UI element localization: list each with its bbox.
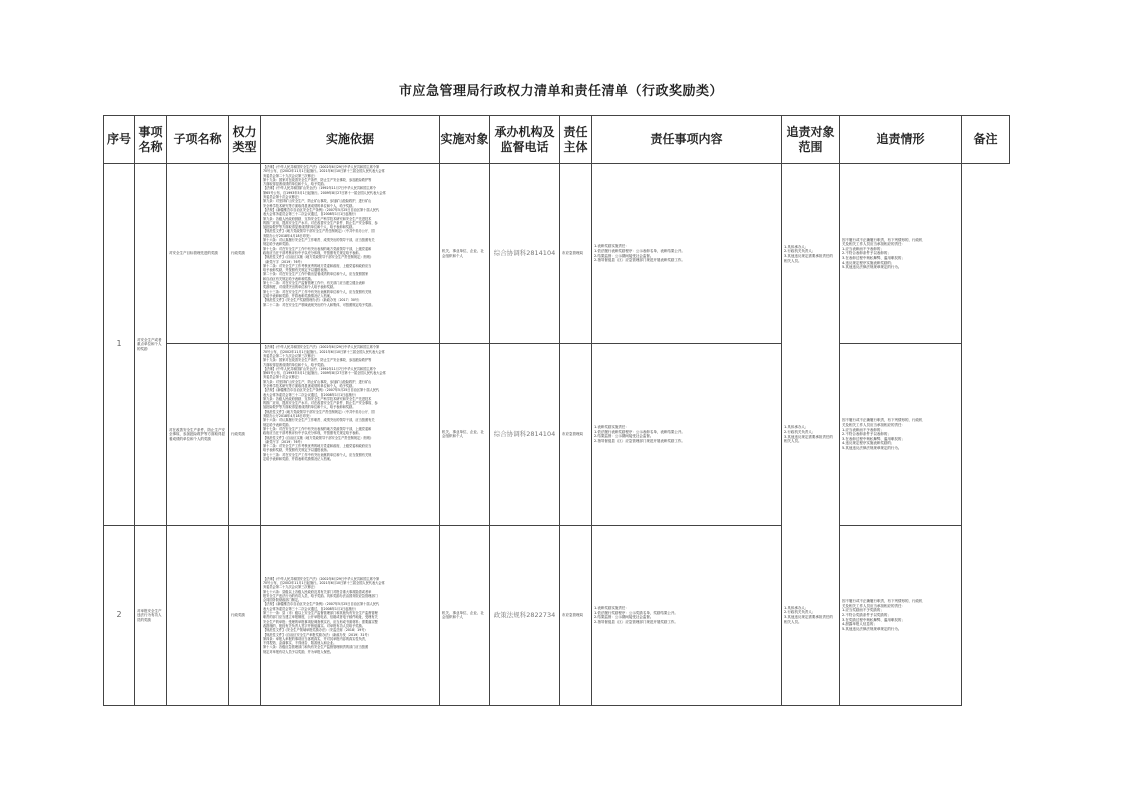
text-line: 第十六条：对认真履行安全生产工作职责、成绩突出的领导干部，应当按照有关 <box>263 418 375 423</box>
text-line: 【规范性文件】《安全生产奖励管理办法》（新政办发〔2017〕30号） <box>263 298 362 303</box>
text-line: 【规范性文件】《地方党政领导干部安全生产责任制规定》（中共中央办公厅、国 <box>263 409 375 414</box>
text-line: 第十七条：对在安全生产工作中有突出表现的地方党政领导干部，上级党委和 <box>263 246 372 251</box>
power-list-table <box>103 115 1010 706</box>
text-line: 规定给予表彰奖励。 <box>263 242 292 247</box>
scope-text-1 <box>784 245 833 263</box>
header-row <box>104 116 1010 164</box>
text-line: 2.不符合表彰条件予以表彰的； <box>842 251 891 256</box>
text-line: 【规范性文件】《地方党政领导干部安全生产责任制规定》（中共中央办公厅、国 <box>263 229 375 234</box>
text-line: 不得捏造、歪曲事实，不得诬告、陷害他人和企业。 <box>263 641 337 646</box>
text-line: 4.违反规定程序实施表彰奖励的； <box>842 260 895 265</box>
row-sub: 对在改善安全生产条件、防止生产安全事故、参加抢险救护等方面取得显著成绩的单位和个人的奖励 <box>167 344 229 525</box>
text-line: 务委员会第十次会议修正） <box>263 195 302 200</box>
scope-text-2 <box>784 425 833 443</box>
table-row <box>104 525 1010 705</box>
text-line: 第七十三条：对在安全生产工作中有突出贡献的单位和个人，应当按照有关规 <box>263 289 372 294</box>
text-line: 2.结果监督：公示期间接受社会监督。 <box>594 615 654 620</box>
text-line: 加抢险救护等方面取得显著成绩的单位和个人，给予表彰和奖励。 <box>263 225 356 230</box>
row-target: 机关、事业单位、企业、社会组织和个人 <box>440 525 490 705</box>
header-org: 承办机构及监督电话 <box>490 116 560 164</box>
text-line: 关及相关工作人员应当承担相应的责任： <box>842 242 905 247</box>
text-line: 表大会常务委员会第三十二次会议通过，自2008年1月1日起施行） <box>263 392 359 397</box>
text-line: 务委员会第二十九次会议第三次修正） <box>263 353 318 358</box>
header-item: 事项名称 <box>135 116 167 164</box>
text-line: 第二十二条：对在安全生产领域表现突出的个人和集体，可按照规定给予奖励。 <box>263 302 375 307</box>
row-subject: 市应急管理局 <box>560 164 592 344</box>
table-row <box>104 164 1010 344</box>
text-line: 1.依法履行表彰奖励程序：公示表彰名单，表彰结果公开。 <box>594 429 685 434</box>
text-line: 【法律】《中华人民共和国安全生产法》（2002年6月29日中华人民共和国主席令第 <box>263 345 380 350</box>
header-note: 备注 <box>962 116 1010 164</box>
text-line: 第七十六条：县级以上各级人民政府及其有关部门对报告重大事故隐患或者举 <box>263 589 372 594</box>
text-line: 规定对举报有功人员予以奖励，并为举报人保密。 <box>263 649 334 654</box>
row-situation <box>840 525 962 705</box>
row-basis <box>261 344 440 525</box>
text-line: 职责的部门应当建立举报制度，公开举报电话、信箱或者电子邮件地址，受理有关 <box>263 615 378 620</box>
text-line: 【规范性文件】《自治区安全生产举报奖励办法》（新政办发〔2019〕31号） <box>263 632 371 637</box>
header-seq: 序号 <box>104 116 135 164</box>
text-line: 1.具体承办人； <box>784 425 809 430</box>
text-line: 和自治区有关规定给予表彰和奖励。 <box>263 276 314 281</box>
row-org: 综合协调科2814104 <box>490 164 560 344</box>
text-line: 相关人员。 <box>784 439 802 444</box>
text-line: 第三十一条：县（市）级以上安全生产监督管理部门和其他负有安全生产监督管理 <box>263 611 378 616</box>
text-line: 【规范性文件】《自治区实施〈地方党政领导干部安全生产责任制规定〉细则》 <box>263 255 373 260</box>
text-line: 2.结果监督：公示期间接受社会监督。 <box>594 434 654 439</box>
text-line: 2.指导督促县（区）应急管理部门规范开展奖励工作。 <box>594 619 678 624</box>
text-line: 【法律】《中华人民共和国安全生产法》（2002年6月29日中华人民共和国主席令第 <box>263 576 380 581</box>
header-resp: 责任事项内容 <box>592 116 782 164</box>
text-line: 务委员会第二十九次会议第三次修正） <box>263 585 318 590</box>
text-line: 5.其他违反法律法规规章规定的行为。 <box>842 265 902 270</box>
text-line: 5.其他违反法律法规规章规定的行为。 <box>842 626 902 631</box>
row-org: 综合协调科2814104 <box>490 344 560 525</box>
text-line: 1.依法履行表彰奖励程序：公示表彰名单，表彰结果公开。 <box>594 249 685 254</box>
text-line: 1.具体承办人； <box>784 244 809 249</box>
text-line: 安全科学技术研究等方面取得显著成绩的单位和个人，给予奖励。 <box>263 384 356 388</box>
text-line: 第十二条：对安全生产工作考核优秀的地方党委和政府，上级党委和政府应当 <box>263 444 372 449</box>
text-line: 第十二条：对安全生产工作考核优秀的地方党委和政府，上级党委和政府应当 <box>263 263 372 268</box>
text-line: 相关人员。 <box>784 258 802 263</box>
text-line: 1.应当表彰而不予表彰的； <box>842 246 884 251</box>
text-line: 第十七条：对在安全生产工作中有突出表现的地方党政领导干部，上级党委和 <box>263 426 372 431</box>
row-situation <box>840 164 962 344</box>
row-type: 行政奖励 <box>229 525 261 705</box>
text-line: 第七十三条：对在安全生产工作中有突出贡献的单位和个人，应当按照有关规 <box>263 452 372 457</box>
text-line: 给予表彰奖励，并按照有关规定予以通报表扬。 <box>263 448 330 453</box>
text-line: 【法律】《中华人民共和国矿山安全法》（1992年11月7日中华人民共和国主席令 <box>263 186 376 191</box>
text-line: 3.其他违反规定需要承担责任的 <box>784 254 833 258</box>
text-line: 第二十条：对在安全生产工作中做出显著成绩的单位和个人，应当按照国家 <box>263 272 369 277</box>
text-line: 2.结果监督：公示期间接受社会监督。 <box>594 253 654 258</box>
row-resp <box>592 164 782 344</box>
text-line: 2.行政机关负责人； <box>784 429 816 434</box>
text-line: 关及相关工作人员应当承担相应的责任： <box>842 603 905 608</box>
text-line: 改措施的，报经有关负责人签字并督促落实。对举报有功人员给予奖励。 <box>263 623 365 628</box>
text-line: 【法律】《中华人民共和国矿山安全法》（1992年11月7日中华人民共和国主席令 <box>263 366 376 371</box>
text-line: 1.依法履行奖励程序：公示奖励名单，奖励结果公开。 <box>594 610 678 615</box>
row-scope <box>782 164 840 706</box>
text-line: 相关人员。 <box>784 619 802 624</box>
row-sub <box>167 525 229 705</box>
scope-text-3 <box>784 606 833 624</box>
text-line: 的推广应用，提高安全生产水平。对在改善安全生产条件、防止生产安全事故、参 <box>263 401 378 406</box>
text-line: 2.不符合奖励条件予以奖励的； <box>842 613 891 618</box>
header-target: 实施对象 <box>440 116 490 164</box>
text-line: 第65号公布，自1993年5月1日起施行。2009年8月27日第十一届全国人民代表大会常 <box>263 190 386 195</box>
text-line: 3.在奖励过程中徇私舞弊、滥用职权的； <box>842 617 905 622</box>
header-subject: 责任主体 <box>560 116 592 164</box>
text-line: 务院办公厅2018年4月18日印发） <box>263 414 313 419</box>
row-seq: 2 <box>104 525 135 705</box>
text-line: 3.在表彰过程中徇私舞弊、滥用职权的； <box>842 255 905 260</box>
text-line: 表大会常务委员会第三十二次会议通过，自2008年1月1日起施行） <box>263 212 359 217</box>
row-basis <box>261 164 440 344</box>
header-type: 权力类型 <box>229 116 261 164</box>
row-type: 行政奖励 <box>229 344 261 525</box>
row-resp <box>592 344 782 525</box>
text-line: 第四条：举报人举报的事项应当客观真实，并对其举报内容的真实性负责， <box>263 636 369 641</box>
text-line: 2.指导督促县（区）应急管理部门规范开展表彰奖励工作。 <box>594 258 685 263</box>
text-line: 70号公布，自2002年11月1日起施行。2021年6月10日第十三届全国人民代表大会常 <box>263 349 385 354</box>
text-line: 1.应当奖励而不予奖励的； <box>842 608 884 613</box>
text-line: 规定给予表彰奖励。 <box>263 422 292 427</box>
text-line: 因不履行或不正确履行职责，有下列情形的，行政机 <box>842 599 923 604</box>
text-line: 2.行政机关负责人； <box>784 249 816 254</box>
text-line: 【规范性文件】《安全生产领域举报奖励办法》（安监总财〔2018〕19号） <box>263 628 368 633</box>
text-line: 定给予表彰和奖励，并将表彰奖励情况记入档案。 <box>263 293 334 298</box>
text-line: （新党厅字〔2019〕76号） <box>263 259 304 264</box>
row-resp <box>592 525 782 705</box>
row-org: 政策法规科2822734 <box>490 525 560 705</box>
header-scope: 追责对象范围 <box>782 116 840 164</box>
text-line: 定给予表彰和奖励，并将表彰奖励情况记入档案。 <box>263 457 334 462</box>
row-subject: 市应急管理局 <box>560 344 592 525</box>
text-line: 会同国务院财政部门制定。 <box>263 598 302 603</box>
text-line: 报安全生产违法行为的有功人员，给予奖励。具体奖励办法由国务院应急管理部门 <box>263 593 378 598</box>
text-line: 4.泄露举报人信息的； <box>842 622 877 627</box>
text-line: 5.其他违反法律法规规章规定的行为。 <box>842 445 902 450</box>
row-target: 机关、事业单位、企业、社会组织和个人 <box>440 164 490 344</box>
text-line: 关及相关工作人员应当承担相应的责任： <box>842 423 905 427</box>
row-note <box>962 525 1010 705</box>
text-line: 安全科学技术研究等方面取得显著成绩的单位和个人，给予奖励。 <box>263 203 356 208</box>
text-line: 1.应当表彰而不予表彰的； <box>842 427 884 432</box>
text-line: （新党厅字〔2019〕76号） <box>263 439 304 444</box>
text-line: 方面取得显著成绩的单位和个人，给予奖励。 <box>263 182 327 187</box>
text-line: 4.违反规定程序实施表彰奖励的； <box>842 441 895 446</box>
row-item: 对举报安全生产违法行为有功人员的奖励 <box>135 525 167 705</box>
text-line: 务院办公厅2018年4月18日印发） <box>263 233 313 238</box>
text-line: 务委员会第十次会议修正） <box>263 375 302 380</box>
text-line: 【法规】《新疆维吾尔自治区安全生产条例》（2007年5月25日自治区第十届人民代 <box>263 388 380 393</box>
text-line: 因不履行或不正确履行职责，有下列情形的，行政机 <box>842 418 923 423</box>
header-sub: 子项名称 <box>167 116 229 164</box>
text-line: 奖励制度，对成绩突出的单位和个人给予表彰奖励。 <box>263 285 337 290</box>
header-situation: 追责情形 <box>840 116 962 164</box>
text-line: 第九条：各级人民政府鼓励、支持安全生产科学技术研究和安全生产先进技术 <box>263 396 372 401</box>
text-line: 加抢险救护等方面取得显著成绩的单位和个人，给予表彰和奖励。 <box>263 405 356 410</box>
text-line: 表大会常务委员会第三十二次会议通过，自2008年1月1日起施行） <box>263 606 359 611</box>
text-line: 1.表彰奖励实施责任： <box>594 244 629 249</box>
text-line: 3.其他违反规定需要承担责任的 <box>784 434 833 439</box>
text-line: 政府应当在干部考核评价中予以充分体现，并按照有关规定给予表彰。 <box>263 431 362 436</box>
text-line: 第九条：对坚持矿山安全生产，防止矿山事故，参加矿山抢险救护，进行矿山 <box>263 199 372 204</box>
text-line: 70号公布，自2002年11月1日起施行。2021年6月10日第十三届全国人民代表大会常 <box>263 580 385 585</box>
text-line: 第九条：对坚持矿山安全生产，防止矿山事故，参加矿山抢险救护，进行矿山 <box>263 379 372 384</box>
text-line: 3.其他违反规定需要承担责任的 <box>784 615 833 619</box>
page-title: 市应急管理局行政权力清单和责任清单（行政奖励类） <box>398 84 723 99</box>
text-line: 2.指导督促县（区）应急管理部门规范开展表彰奖励工作。 <box>594 439 685 444</box>
row-note <box>962 344 1010 525</box>
header-basis: 实施依据 <box>261 116 440 164</box>
row-situation <box>840 344 962 525</box>
text-line: 1.表彰奖励实施责任： <box>594 606 629 611</box>
row-note <box>962 164 1010 344</box>
text-line: 第十九条：国家对在改善安全生产条件、防止生产安全事故、参加抢险救护等 <box>263 177 372 182</box>
table-row <box>104 344 1010 525</box>
row-target: 机关、事业单位、企业、社会组织和个人 <box>440 344 490 525</box>
text-line: 的推广应用，提高安全生产水平。对在改善安全生产条件、防止生产安全事故、参 <box>263 220 378 225</box>
text-line: 第七十二条：对在安全生产监督管理工作中，有关部门应当建立健全表彰 <box>263 281 365 286</box>
text-line: 第十八条：各级应急管理部门和负有安全生产监督管理职责的部门应当按照 <box>263 645 369 650</box>
text-line: 安全生产的举报；受理的举报事项经调查核实后，应当形成书面材料；需要落实整 <box>263 619 378 624</box>
row-type: 行政奖励 <box>229 164 261 344</box>
text-line: 【规范性文件】《自治区实施〈地方党政领导干部安全生产责任制规定〉细则》 <box>263 435 373 440</box>
row-subject: 市应急管理局 <box>560 525 592 705</box>
text-line: 第九条：各级人民政府鼓励、支持安全生产科学技术研究和安全生产先进技术 <box>263 216 372 221</box>
text-line: 第十六条：对认真履行安全生产工作职责、成绩突出的领导干部，应当按照有关 <box>263 238 375 243</box>
text-line: 第65号公布，自1993年5月1日起施行。2009年8月27日第十一届全国人民代表大会常 <box>263 371 386 376</box>
text-line: 第十九条：国家对在改善安全生产条件、防止生产安全事故、参加抢险救护等 <box>263 358 372 363</box>
text-line: 务委员会第二十九次会议第三次修正） <box>263 173 318 178</box>
text-line: 因不履行或不正确履行职责，有下列情形的，行政机 <box>842 237 923 242</box>
text-line: 1.表彰奖励实施责任： <box>594 425 629 430</box>
text-line: 3.在表彰过程中徇私舞弊、滥用职权的； <box>842 436 905 441</box>
text-line: 2.行政机关负责人； <box>784 610 816 615</box>
row-seq: 1 <box>104 164 135 526</box>
text-line: 1.具体承办人； <box>784 605 809 610</box>
text-line: 【法规】《新疆维吾尔自治区安全生产条例》（2007年5月25日自治区第十届人民代 <box>263 602 380 607</box>
row-item: 对安全生产或者重点单位和个人的奖励 <box>135 164 167 526</box>
text-line: 70号公布，自2002年11月1日起施行。2021年6月10日第十三届全国人民代表大会常 <box>263 169 385 174</box>
row-basis <box>261 525 440 705</box>
text-line: 2.不符合表彰条件予以表彰的； <box>842 432 891 437</box>
text-line: 政府应当在干部考核评价中予以充分体现，并按照有关规定给予表彰。 <box>263 250 362 255</box>
text-line: 【法律】《中华人民共和国安全生产法》（2002年6月29日中华人民共和国主席令第 <box>263 165 380 169</box>
text-line: 【法规】《新疆维吾尔自治区安全生产条例》（2007年5月25日自治区第十届人民代 <box>263 207 380 212</box>
text-line: 方面取得显著成绩的单位和个人，给予奖励。 <box>263 362 327 367</box>
row-sub: 对安全生产目标管理先进的奖励 <box>167 164 229 344</box>
text-line: 给予表彰奖励，并按照有关规定予以通报表扬。 <box>263 268 330 273</box>
